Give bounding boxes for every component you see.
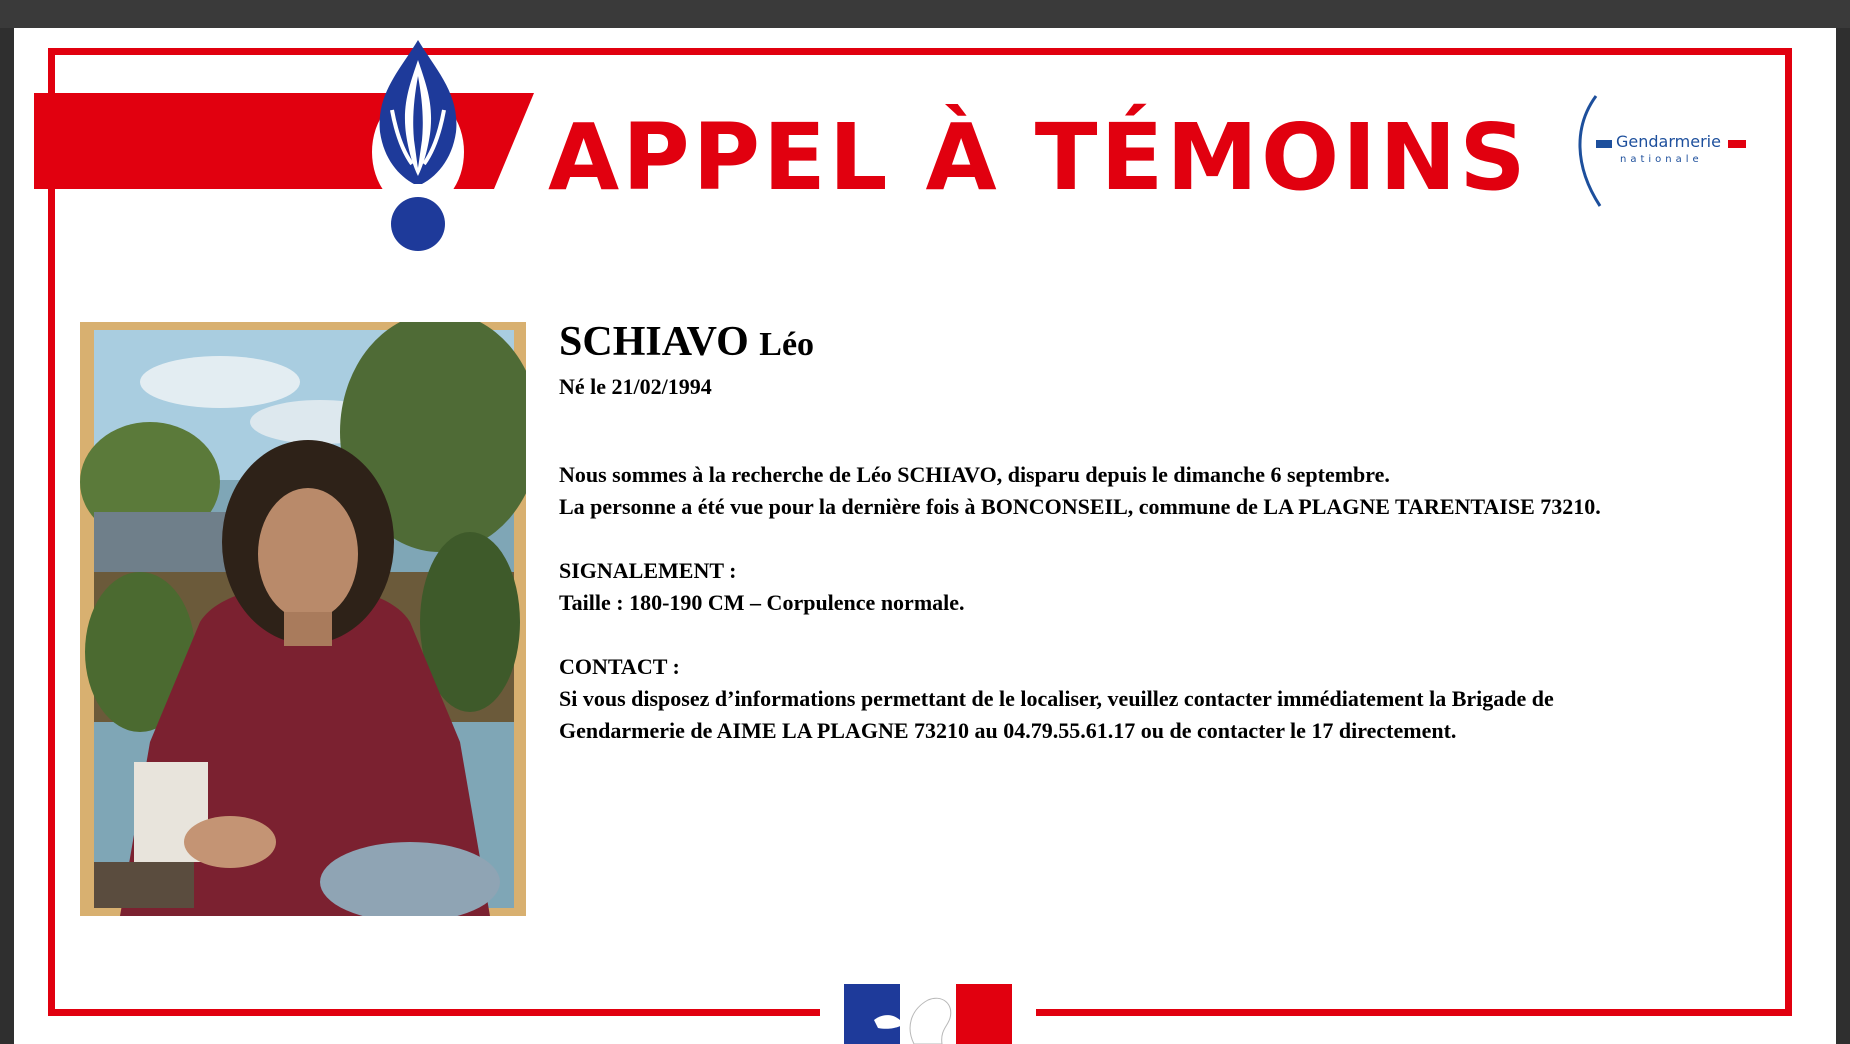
marianne-republique-francaise-icon (844, 984, 1012, 1044)
poster-text-block (559, 318, 1679, 747)
person-name (559, 318, 1679, 369)
contact-title: CONTACT : (559, 654, 680, 679)
signalement-title: SIGNALEMENT : (559, 558, 737, 583)
signalement-text: Taille : 180-190 CM – Corpulence normale. (559, 590, 965, 615)
intro-text: Nous sommes à la recherche de Léo SCHIAVO, disparu depuis le dimanche 6 septembre. (559, 462, 1390, 487)
person-last-name: SCHIAVO (559, 319, 749, 365)
logo-name: Gendarmerie (1616, 132, 1721, 151)
poster-headline: APPEL À TÉMOINS (548, 104, 1529, 211)
logo-subtitle: nationale (1620, 154, 1703, 165)
missing-person-photo (80, 322, 526, 916)
last-seen-text: La personne a été vue pour la dernière fois à BONCONSEIL, commune de LA PLAGNE TARENTAISE 73210. (559, 494, 1601, 519)
gendarmerie-nationale-logo (1566, 66, 1756, 216)
person-birth-date: Né le 21/02/1994 (559, 374, 712, 399)
screen-top-bar (0, 0, 1850, 28)
person-first-name: Léo (759, 326, 815, 363)
contact-text: Si vous disposez d’informations permettant de le localiser, veuillez contacter immédiatement la Brigade de Gendarmerie de AIME LA PLAGNE 73210 au 04.79.55.61.17 ou de contacter le 17 directement. (559, 686, 1554, 743)
gendarmerie-flame-grenade-icon (362, 36, 474, 260)
